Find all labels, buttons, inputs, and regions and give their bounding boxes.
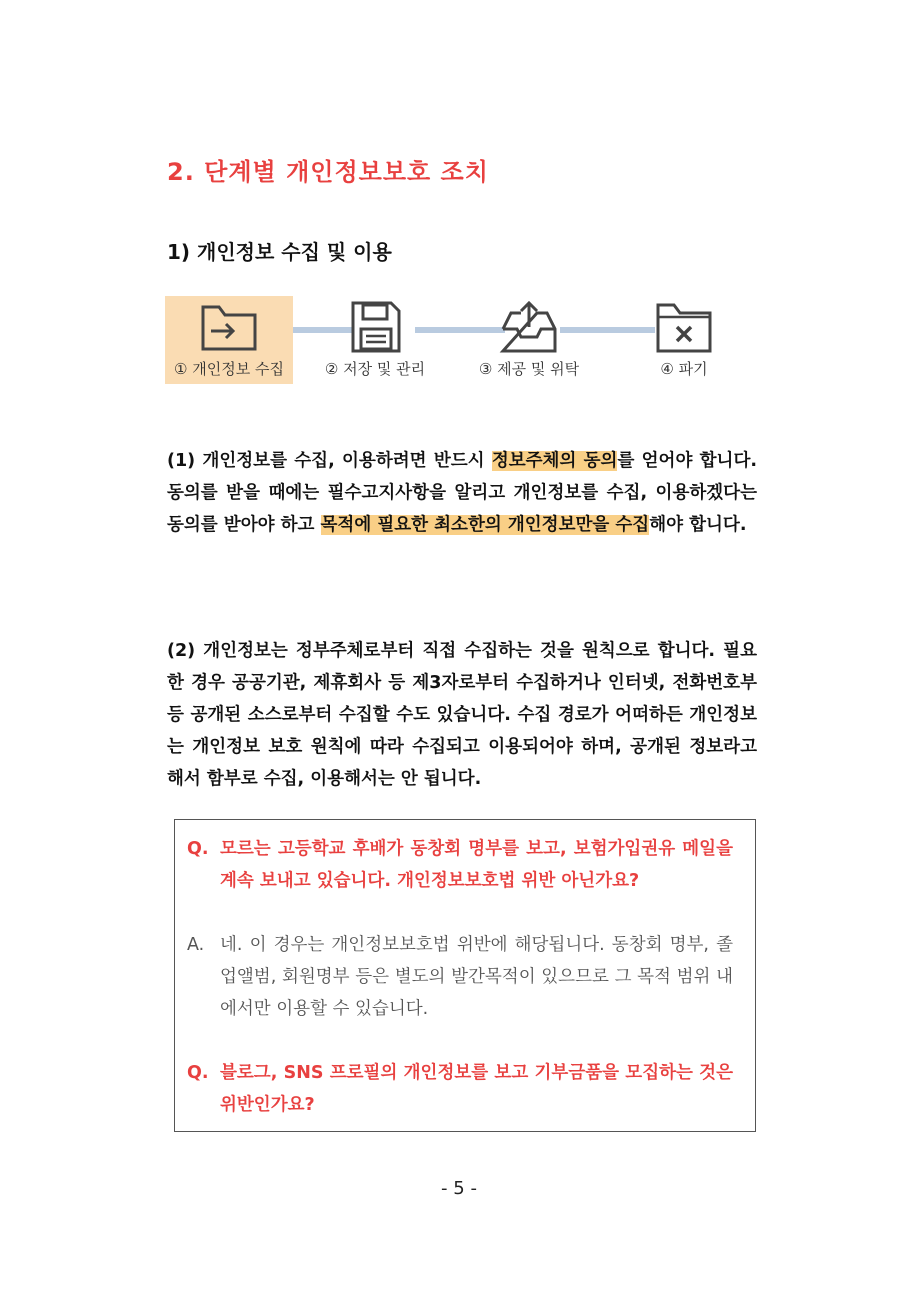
subsection-title: 1) 개인정보 수집 및 이용 xyxy=(167,240,392,264)
question-mark: Q. xyxy=(187,839,209,859)
folder-import-icon xyxy=(199,299,259,355)
answer-text: 네. 이 경우는 개인정보보호법 위반에 해당됩니다. 동창회 명부, 졸업앨범, 회원명부 등은 별도의 발간목적이 있으므로 그 목적 범위 내에서만 이용할 수 있습니다. xyxy=(220,935,733,1019)
highlighted-text: 정보주체의 동의 xyxy=(491,451,618,471)
folder-delete-icon xyxy=(654,299,714,355)
paragraph-text: 해야 합니다. xyxy=(649,515,747,535)
inbox-upload-icon xyxy=(499,299,559,355)
question-mark: Q. xyxy=(187,1063,209,1083)
process-step-label: ① 개인정보 수집 xyxy=(174,360,284,378)
process-step-collect xyxy=(165,296,293,384)
highlighted-text: 목적에 필요한 최소한의 개인정보만을 수집 xyxy=(320,515,650,535)
answer-1 xyxy=(187,929,733,1025)
process-step-label: ③ 제공 및 위탁 xyxy=(478,360,580,378)
process-step-label: ④ 파기 xyxy=(660,360,708,378)
question-2 xyxy=(187,1057,733,1121)
process-step-label: ② 저장 및 관리 xyxy=(324,360,426,378)
paragraph-consent xyxy=(167,445,757,541)
process-diagram xyxy=(165,296,725,386)
paragraph-text: (1) 개인정보를 수집, 이용하려면 반드시 xyxy=(167,451,492,471)
page-number: - 5 - xyxy=(441,1178,477,1199)
paragraph-text: 를 얻어야 합니다. 동의를 받을 때에는 필수고지사항을 알리고 개인정보를 수집, 이용하겠다는 동의를 받아야 하고 xyxy=(167,451,758,535)
process-step-provide xyxy=(465,296,593,384)
paragraph-collection-source: (2) 개인정보는 정부주체로부터 직접 수집하는 것을 원칙으로 합니다. 필요한 경우 공공기관, 제휴회사 등 제3자로부터 수집하거나 인터넷, 전화번호부 등 공개된 소스로부터 수집할 수도 있습니다. 수집 경로가 어떠하든 개인정보는 개인정보 보호 원칙에 따라 수집되고 이용되어야 하며, 공개된 정보라고 해서 함부로 수집, 이용해서는 안 됩니다. xyxy=(167,641,757,789)
answer-mark: A. xyxy=(187,935,205,955)
process-step-destroy xyxy=(620,296,748,384)
question-1 xyxy=(187,833,733,897)
floppy-disk-icon xyxy=(345,299,405,355)
process-step-store xyxy=(311,296,439,384)
section-title: 2. 단계별 개인정보보호 조치 xyxy=(167,158,489,186)
question-text: 모르는 고등학교 후배가 동창회 명부를 보고, 보험가입권유 메일을 계속 보내고 있습니다. 개인정보보호법 위반 아닌가요? xyxy=(220,839,733,891)
question-text: 블로그, SNS 프로필의 개인정보를 보고 기부금품을 모집하는 것은 위반인가요? xyxy=(220,1063,733,1115)
qa-box xyxy=(174,819,756,1132)
